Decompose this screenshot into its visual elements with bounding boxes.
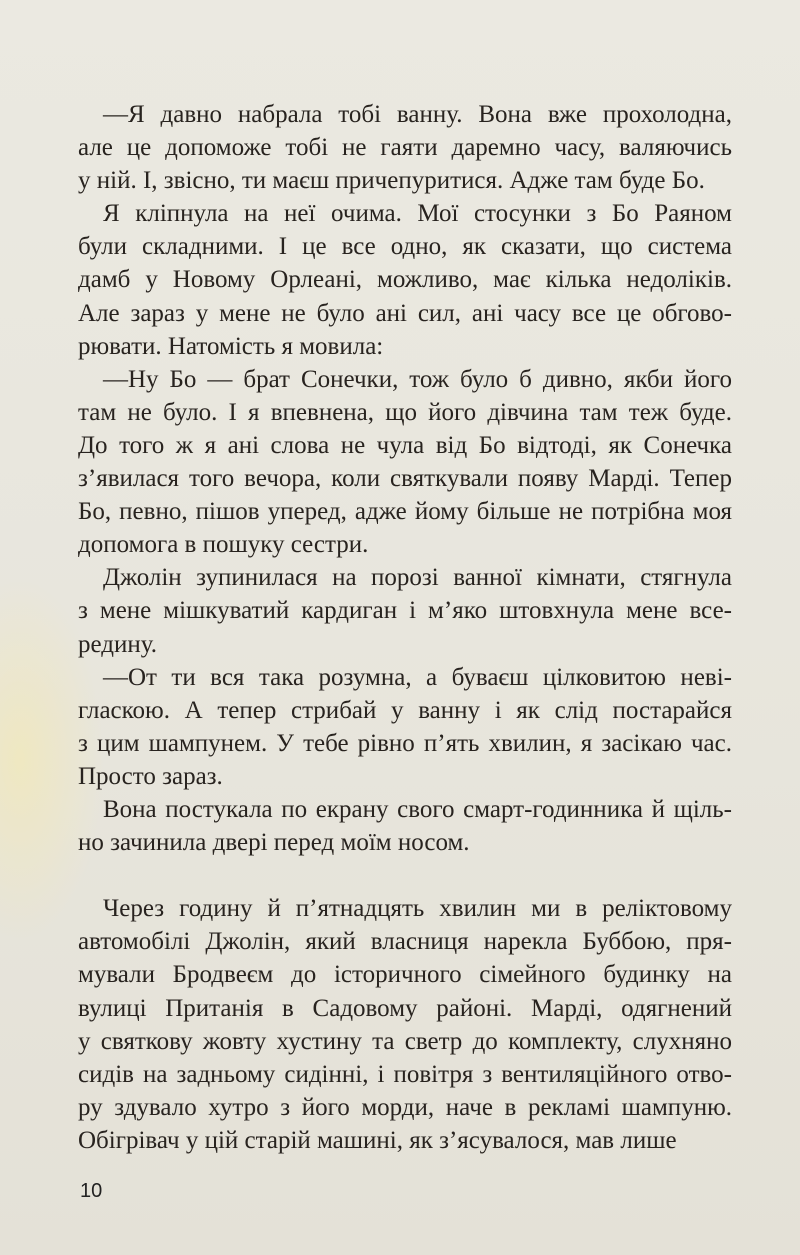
text-line: з цим шампунем. У тебе рівно п’ять хвилин, я засікаю час. [78,729,732,757]
text-line: До того ж я ані слова не чула від Бо відтоді, як Сонечка [78,431,732,459]
text-line: з мене мішкуватий кардиган і м’яко штовхнула мене все- [78,597,732,625]
page-number: 10 [80,1180,103,1202]
text-line: у святкову жовту хустину та светр до комплекту, слухняно [78,1027,732,1055]
text-line: у ній. І, звісно, ти маєш причепуритися. Адже там буде Бо. [78,167,705,195]
paragraph [78,98,732,197]
text-line: рювати. Натомість я мовила: [78,332,384,360]
paragraph [78,661,732,793]
text-line: сидів на задньому сидінні, і повітря з вентиляційного отво- [78,1060,732,1088]
text-line: —От ти вся така розумна, а буваєш цілковитою неві- [103,663,732,691]
text-line: Але зараз у мене не було ані сил, ані часу все це обгово- [78,299,732,327]
text-line: там не було. І я впевнена, що його дівчина там теж буде. [78,398,732,426]
paragraph [78,892,732,1157]
text-line: з’явилася того вечора, коли святкували появу Марді. Тепер [78,465,732,493]
text-line: але це допоможе тобі не гаяти даремно часу, валяючись [78,134,732,162]
text-line: були складними. І це все одно, як сказати, що система [78,233,732,261]
paragraph [78,363,732,562]
text-line: ру здувало хутро з його морди, наче в рекламі шампуню. [78,1093,732,1121]
text-line: Обігрівач у цій старій машині, як з’ясувалося, мав лише [78,1126,677,1154]
section-break [78,859,732,892]
text-line: Я кліпнула на неї очима. Мої стосунки з Бо Раяном [103,200,732,228]
text-line: редину. [78,630,157,658]
text-line: Джолін зупинилася на порозі ванної кімнати, стягнула [103,564,732,592]
paragraph [78,793,732,859]
text-line: Через годину й п’ятнадцять хвилин ми в реліктовому [103,895,732,923]
text-line: Бо, певно, пішов уперед, адже йому більше не потрібна моя [78,498,732,526]
text-line: но зачинила двері перед моїм носом. [78,829,470,857]
text-line: мували Бродвеєм до історичного сімейного будинку на [78,961,732,989]
book-body-text [78,98,732,1157]
paragraph [78,197,732,362]
text-line: —Ну Бо — брат Сонечки, тож було б дивно, якби його [103,365,732,393]
text-line: Вона постукала по екрану свого смарт-годинника й щіль- [103,795,732,823]
paragraph [78,561,732,660]
text-line: Просто зараз. [78,762,223,790]
text-line: автомобілі Джолін, який власниця нарекла Буббою, пря- [78,928,732,956]
text-line: —Я давно набрала тобі ванну. Вона вже прохолодна, [103,101,732,128]
text-line: допомога в пошуку сестри. [78,531,369,559]
text-line: дамб у Новому Орлеані, можливо, має кілька недоліків. [78,266,732,294]
text-line: вулиці Пританія в Садовому районі. Марді, одягнений [78,994,732,1022]
text-line: гласкою. А тепер стрибай у ванну і як слід постарайся [78,696,732,724]
